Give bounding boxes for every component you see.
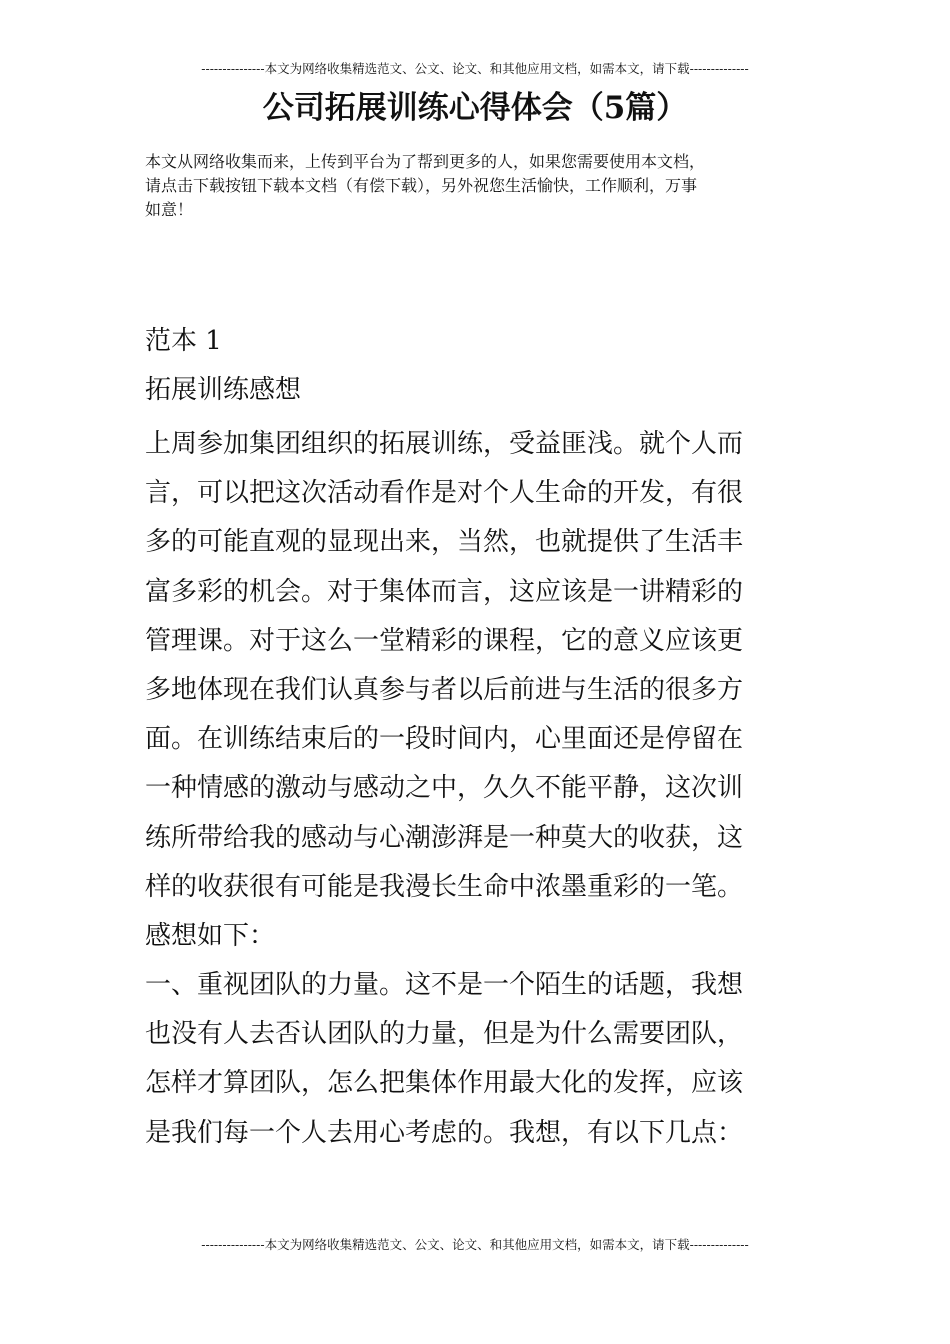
body-line: 怎样才算团队，怎么把集体作用最大化的发挥，应该 [145,1068,744,1099]
intro-line: 请点击下载按钮下载本文档（有偿下载），另外祝您生活愉快，工作顺利，万事 [145,176,698,195]
body-line: 多的可能直观的显现出来，当然，也就提供了生活丰 [145,527,744,558]
section-label: 范本 1 [145,326,222,356]
body-line: 上周参加集团组织的拓展训练，受益匪浅。就个人而 [145,429,744,459]
intro-line: 本文从网络收集而来，上传到平台为了帮到更多的人，如果您需要使用本文档， [145,152,706,171]
body-line: 言，可以把这次活动看作是对个人生命的开发，有很 [145,478,744,509]
body-line: 一种情感的激动与感动之中，久久不能平静，这次训 [145,773,744,804]
header-note: ---------------本文为网络收集精选范文、公文、论文、和其他应用文档，如需本文，请下载-------------- [201,61,749,76]
footer-note: ---------------本文为网络收集精选范文、公文、论文、和其他应用文档，如需本文，请下载-------------- [201,1237,749,1252]
body-line: 感想如下： [145,920,276,951]
body-line: 面。在训练结束后的一段时间内，心里面还是停留在 [145,724,744,755]
body-line: 一、重视团队的力量。这不是一个陌生的话题，我想 [145,970,744,1001]
body-line: 是我们每一个人去用心考虑的。我想，有以下几点： [145,1117,744,1148]
document-title: 公司拓展训练心得体会（5篇） [262,90,688,126]
intro-paragraph [145,150,815,222]
section-title: 拓展训练感想 [145,375,302,405]
body-text [145,420,825,1158]
body-line: 样的收获很有可能是我漫长生命中浓墨重彩的一笔。 [145,871,744,902]
intro-line: 如意！ [145,200,194,219]
body-line: 管理课。对于这么一堂精彩的课程，它的意义应该更 [145,625,744,656]
body-line: 也没有人去否认团队的力量，但是为什么需要团队， [145,1019,744,1050]
body-line: 富多彩的机会。对于集体而言，这应该是一讲精彩的 [145,576,744,607]
body-line: 练所带给我的感动与心潮澎湃是一种莫大的收获，这 [145,822,744,853]
body-line: 多地体现在我们认真参与者以后前进与生活的很多方 [145,674,744,705]
